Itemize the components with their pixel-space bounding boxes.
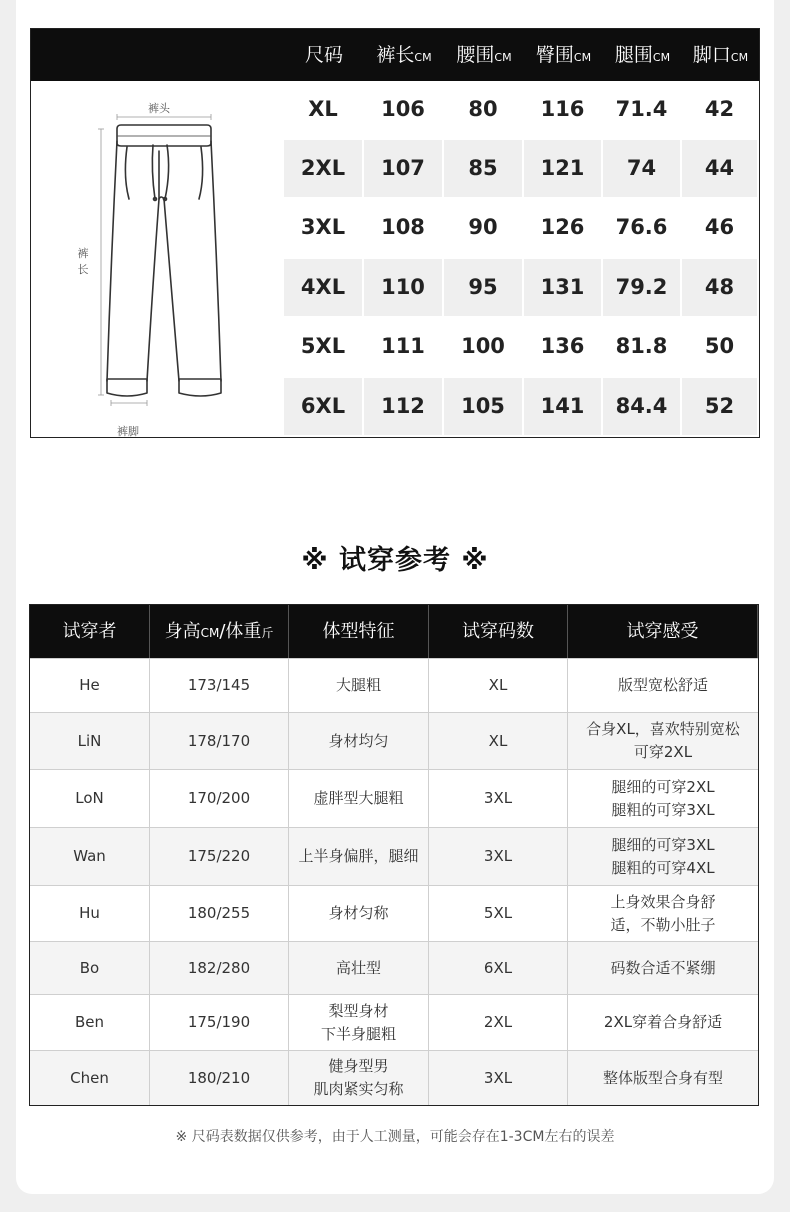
trial-cell: 3XL [429,770,568,827]
size-value-cell: 131 [524,259,603,316]
trial-cell: 码数合适不紧绷 [610,958,716,977]
trial-cell: 高壮型 [289,942,429,994]
size-value-cell: 95 [444,259,524,316]
trial-cell: 178/170 [150,713,289,769]
trial-header-cell: 试穿者 [30,605,150,658]
trial-row [30,941,758,994]
trial-cell: 上半身偏胖，腿细 [289,828,429,885]
size-label-cell: XL [284,81,364,138]
trial-cell: 梨型身材 下半身腿粗 [289,995,429,1050]
size-value-cell: 136 [524,318,603,375]
trial-cell: 身材匀称 [289,886,429,941]
size-value-cell: 84.4 [603,378,682,435]
size-label-cell: 6XL [284,378,364,435]
trial-cell: 6XL [429,942,568,994]
size-header-cell: 腿围CM [614,44,671,66]
trial-cell: 175/220 [150,828,289,885]
size-value-cell: 126 [524,199,603,256]
trial-row [30,1050,758,1105]
size-row [284,318,759,377]
trial-cell: 173/145 [150,659,289,712]
size-chart-header [31,29,759,81]
pants-diagram [31,81,284,437]
trial-cell: 3XL [429,828,568,885]
trial-cell: 3XL [429,1051,568,1105]
trial-cell: 上身效果合身舒 适，不勒小肚子 [610,892,716,934]
trial-cell: 2XL [429,995,568,1050]
trial-row [30,769,758,827]
trial-cell: 180/255 [150,886,289,941]
trial-header-cell: 身高CM/体重斤 [150,605,289,658]
trial-cell: 180/210 [150,1051,289,1105]
size-value-cell: 79.2 [603,259,682,316]
trial-cell: 170/200 [150,770,289,827]
trial-cell: 整体版型合身有型 [602,1068,723,1087]
trial-cell: 身材均匀 [289,713,429,769]
size-value-cell: 74 [603,140,682,197]
size-value-cell: 80 [444,81,524,138]
trial-cell: XL [429,713,568,769]
size-value-cell: 105 [444,378,524,435]
size-value-cell: 76.6 [603,199,682,256]
size-value-cell: 116 [524,81,603,138]
size-value-cell: 106 [364,81,444,138]
trial-cell: Hu [30,886,150,941]
size-value-cell: 112 [364,378,444,435]
trial-cell: Wan [30,828,150,885]
size-row [284,259,759,318]
size-value-cell: 111 [364,318,444,375]
trial-cell: 版型宽松舒适 [617,676,708,694]
trial-cell: Ben [30,995,150,1050]
trial-cell: 虚胖型大腿粗 [289,770,429,827]
length-label-2: 长 [77,263,89,276]
trial-cell: 健身型男 肌肉紧实匀称 [289,1051,429,1105]
trial-cell: 腿细的可穿3XL 腿粗的可穿4XL [611,835,715,877]
size-label-cell: 3XL [284,199,364,256]
size-value-cell: 50 [682,318,759,375]
size-header-cell: 腰围CM [456,44,512,66]
trial-cell: 182/280 [150,942,289,994]
size-value-cell: 46 [682,199,759,256]
size-row [284,199,759,258]
size-row [284,81,759,140]
trial-cell: 腿细的可穿2XL 腿粗的可穿3XL [611,777,715,819]
size-row [284,140,759,199]
size-value-cell: 121 [524,140,603,197]
size-value-cell: 108 [364,199,444,256]
trial-cell: 5XL [429,886,568,941]
length-label-1: 裤 [77,247,89,260]
trial-row [30,827,758,885]
trial-reference-title: ※ 试穿参考 ※ [301,545,489,576]
size-value-cell: 85 [444,140,524,197]
size-value-cell: 107 [364,140,444,197]
size-value-cell: 52 [682,378,759,435]
size-header-cell: 裤长CM [376,44,432,66]
size-value-cell: 71.4 [603,81,682,138]
size-header-cell: 脚口CM [692,44,749,66]
waist-label: 裤头 [148,102,170,115]
trial-cell: Chen [30,1051,150,1105]
trial-cell: 合身XL，喜欢特别宽松 可穿2XL [586,720,740,761]
size-value-cell: 44 [682,140,759,197]
trial-cell: LiN [30,713,150,769]
trial-header-cell: 体型特征 [289,605,429,658]
measurement-note: ※ 尺码表数据仅供参考，由于人工测量，可能会存在1-3CM左右的误差 [175,1129,615,1145]
trial-row [30,994,758,1050]
trial-cell: LoN [30,770,150,827]
trial-cell: 175/190 [150,995,289,1050]
trial-cell: Bo [30,942,150,994]
trial-cell: 2XL穿着合身舒适 [603,1013,723,1031]
size-value-cell: 141 [524,378,603,435]
size-header-cell: 尺码 [304,44,343,66]
trial-header-cell: 试穿码数 [429,605,568,658]
trial-cell: 大腿粗 [289,659,429,712]
trial-row [30,658,758,712]
trial-cell: XL [429,659,568,712]
size-value-cell: 100 [444,318,524,375]
trial-row [30,885,758,941]
trial-cell: He [30,659,150,712]
size-row [284,378,759,437]
pants-illustration [31,81,284,437]
size-label-cell: 5XL [284,318,364,375]
size-value-cell: 90 [444,199,524,256]
size-value-cell: 48 [682,259,759,316]
trial-reference-table [29,604,759,1106]
size-value-cell: 81.8 [603,318,682,375]
size-value-cell: 110 [364,259,444,316]
size-header-cell: 臀围CM [535,44,592,66]
trial-header-cell: 试穿感受 [568,605,758,658]
hem-label: 裤脚 [117,425,139,437]
size-chart-table [30,28,760,438]
size-value-cell: 42 [682,81,759,138]
trial-row [30,712,758,769]
size-label-cell: 2XL [284,140,364,197]
size-label-cell: 4XL [284,259,364,316]
trial-table-header [30,605,758,658]
